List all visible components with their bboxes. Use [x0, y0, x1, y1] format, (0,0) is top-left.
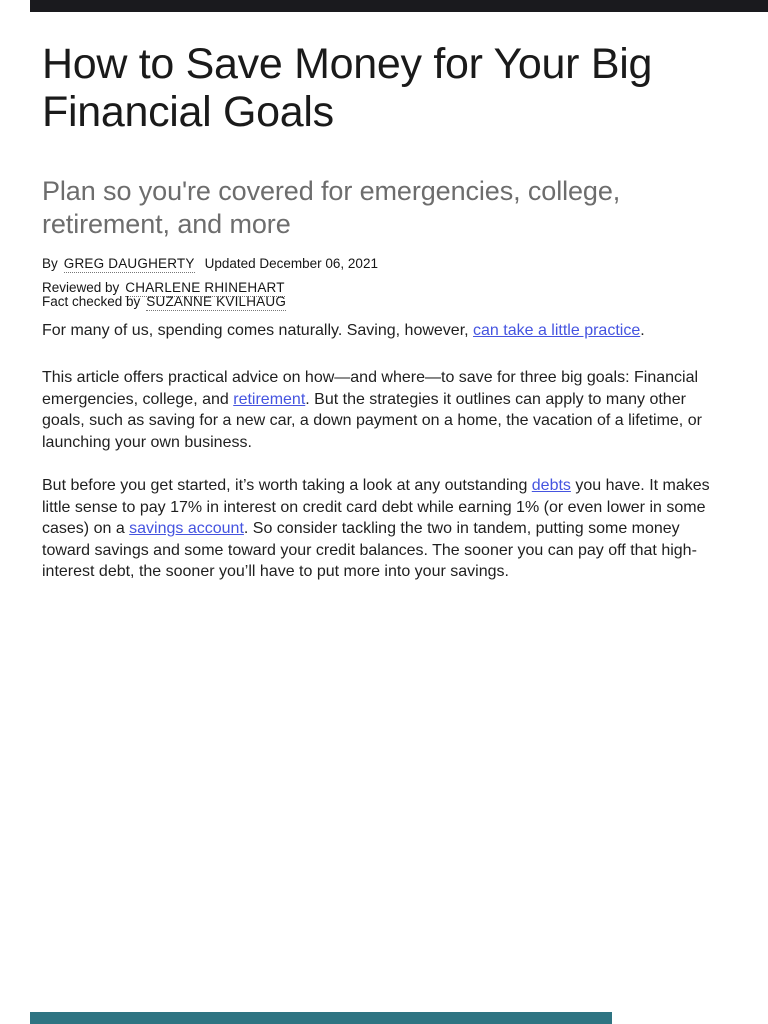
byline-fact-checker-row [42, 294, 286, 310]
inline-link[interactable]: debts [531, 477, 571, 494]
paragraph [42, 367, 710, 453]
adjacent-page-edge-top [30, 0, 768, 12]
text-run: . [640, 322, 645, 339]
reviewed-by-label: Reviewed by [42, 280, 120, 295]
fact-checker-link[interactable]: SUZANNE KVILHAUG [146, 294, 287, 309]
byline-author-row [42, 256, 378, 272]
inline-link[interactable]: can take a little practice [473, 322, 641, 339]
inline-link[interactable]: savings account [129, 520, 244, 537]
author-link[interactable]: GREG DAUGHERTY [63, 256, 195, 271]
text-run: you have. It makes little sense to pay 17% in interest on credit card debt while earning 1% (or even lower in some cases) on a [42, 477, 710, 537]
adjacent-page-edge-bottom [30, 1012, 612, 1024]
text-run: For many of us, spending comes naturally. Saving, however, [42, 322, 474, 339]
text-run: This article offers practical advice on how—and where—to save for three big goals: Financial emergencies, college, and [42, 369, 699, 408]
paragraph [42, 320, 710, 342]
page-title: How to Save Money for Your Big Financial Goals [42, 40, 653, 136]
reviewer-link[interactable]: CHARLENE RHINEHART [125, 280, 285, 295]
text-run: But before you get started, it’s worth taking a look at any outstanding [42, 477, 532, 494]
byline-by-label: By [42, 256, 58, 271]
inline-link[interactable]: retirement [233, 390, 306, 408]
fact-checked-by-label: Fact checked by [42, 294, 141, 309]
updated-date: Updated December 06, 2021 [204, 256, 378, 271]
text-run: . But the strategies it outlines can apply to many other goals, such as saving for a new car, a down payment on a home, the vacation of a lifetime, or launching your own business. [42, 390, 702, 451]
paragraph [42, 475, 710, 583]
page-subtitle: Plan so you're covered for emergencies, college, retirement, and more [42, 176, 621, 239]
text-run: . So consider tackling the two in tandem, putting some money toward savings and some toward your credit balances. The sooner you can pay off that high-interest debt, the sooner you’ll have to put more into your savings. [42, 520, 697, 580]
